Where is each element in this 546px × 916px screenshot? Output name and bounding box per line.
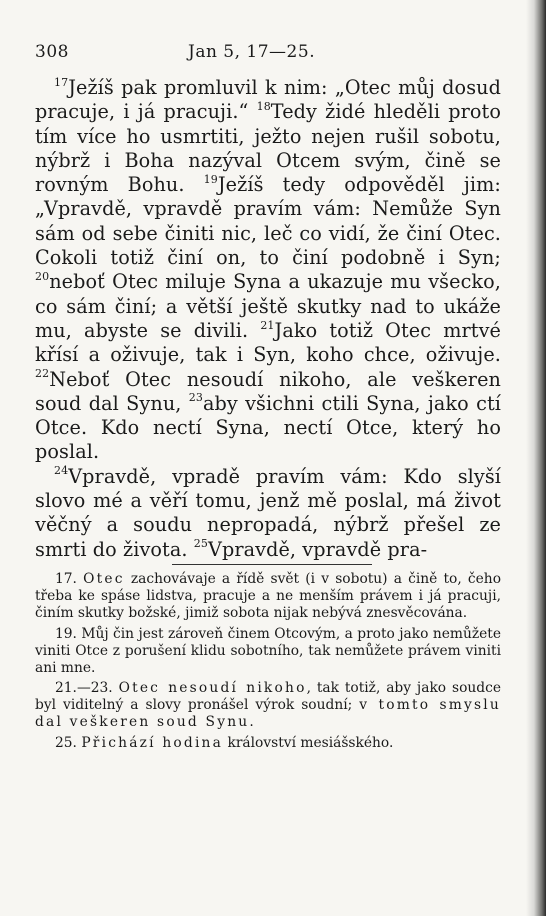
footnote [35, 680, 501, 731]
footnote [35, 626, 501, 677]
paragraph-verses-24-25 [35, 465, 501, 562]
verse-text: Tedy židé hleděli proto tím více ho usmrtiti, ježto nejen rušil sobotu, nýbrž i Boha nazýval Otcem svým, čině se rovným Bohu. [35, 100, 501, 197]
verse-text: Jako totiž Otec mrtvé křísí a oživuje, tak i Syn, koho chce, oživuje. [35, 318, 501, 367]
footnote-text: 25. [55, 735, 82, 752]
verse-number: 23 [188, 391, 203, 405]
verse-number: 17 [54, 75, 69, 89]
verse-number: 20 [35, 269, 50, 283]
verse-text: Neboť Otec nesoudí nikoho, ale veškeren soud dal Synu, [35, 367, 501, 415]
footnote-text: 21.—23. [55, 680, 119, 697]
page-edge-shadow [526, 0, 546, 916]
footnote-divider [172, 564, 372, 565]
verse-number: 21 [260, 318, 275, 332]
verse-text: neboť Otec miluje Syna a ukazuje mu všecko, co sám činí; a větší ještě skutky nad to ukáže mu, abyste se divili. [35, 270, 501, 342]
verse-number: 18 [256, 99, 271, 113]
footnote [35, 735, 501, 752]
footnote-text: království mesiášského. [223, 735, 394, 752]
footnote-text: , tak totiž, aby jako soudce byl viditelný a slovy pronášel výrok soudní; [35, 680, 501, 714]
footnote-text: 17. [55, 571, 84, 587]
verse-text: aby všichni ctili Syna, jako ctí Otce. Kdo nectí Syna, nectí Otce, který ho poslal. [35, 391, 501, 464]
footnote-emphasis: Přichází hodina [81, 735, 224, 752]
paragraph-verses-17-23 [35, 76, 501, 465]
footnote-text: 19. Můj čin jest zároveň činem Otcovým, a proto jako nemůžete viniti Otce z porušení klidu sobotního, tak nemůžete právem viniti ani mne. [35, 625, 501, 676]
verse-text: Ježíš tedy odpověděl jim: „Vpravdě, vpravdě pravím vám: Nemůže Syn sám od sebe činiti nic, leč co vidí, že činí Otec. Cokoli totiž činí on, to činí podobně i Syn; [35, 173, 501, 270]
verse-number: 24 [54, 464, 69, 478]
footnote-emphasis: Otec nesoudí nikoho [118, 680, 307, 697]
footnotes [35, 571, 501, 756]
footnote-text: . [249, 714, 254, 731]
footnote-emphasis: v tomto smyslu dal veškeren soud Synu [35, 697, 501, 731]
page-number: 308 [35, 42, 69, 62]
verse-number: 25 [193, 537, 208, 551]
footnote [35, 571, 501, 622]
scripture-text [35, 76, 501, 562]
verse-text: Ježíš pak promluvil k nim: „Otec můj dosud pracuje, i já pracuji.“ [35, 76, 501, 124]
footnote-text: zachovávaje a řídě svět (i v sobotu) a čině to, čeho třeba ke spáse lidstva, pracuje a ne menším právem i já pracuji, činím skutky božské, jimiž sobota nijak nebývá znesvěcována. [35, 571, 501, 621]
verse-text: Vpravdě, vpravdě pra- [207, 537, 428, 561]
footnote-emphasis: Otec [83, 571, 125, 587]
verse-text: Vpravdě, vpradě pravím vám: Kdo slyší slovo mé a věří tomu, jenž mě poslal, má život věčný a soudu nepropadá, nýbrž přešel ze smrti do života. [35, 464, 501, 561]
verse-number: 19 [203, 172, 218, 186]
running-head: Jan 5, 17—25. [188, 42, 316, 62]
verse-number: 22 [35, 367, 50, 381]
